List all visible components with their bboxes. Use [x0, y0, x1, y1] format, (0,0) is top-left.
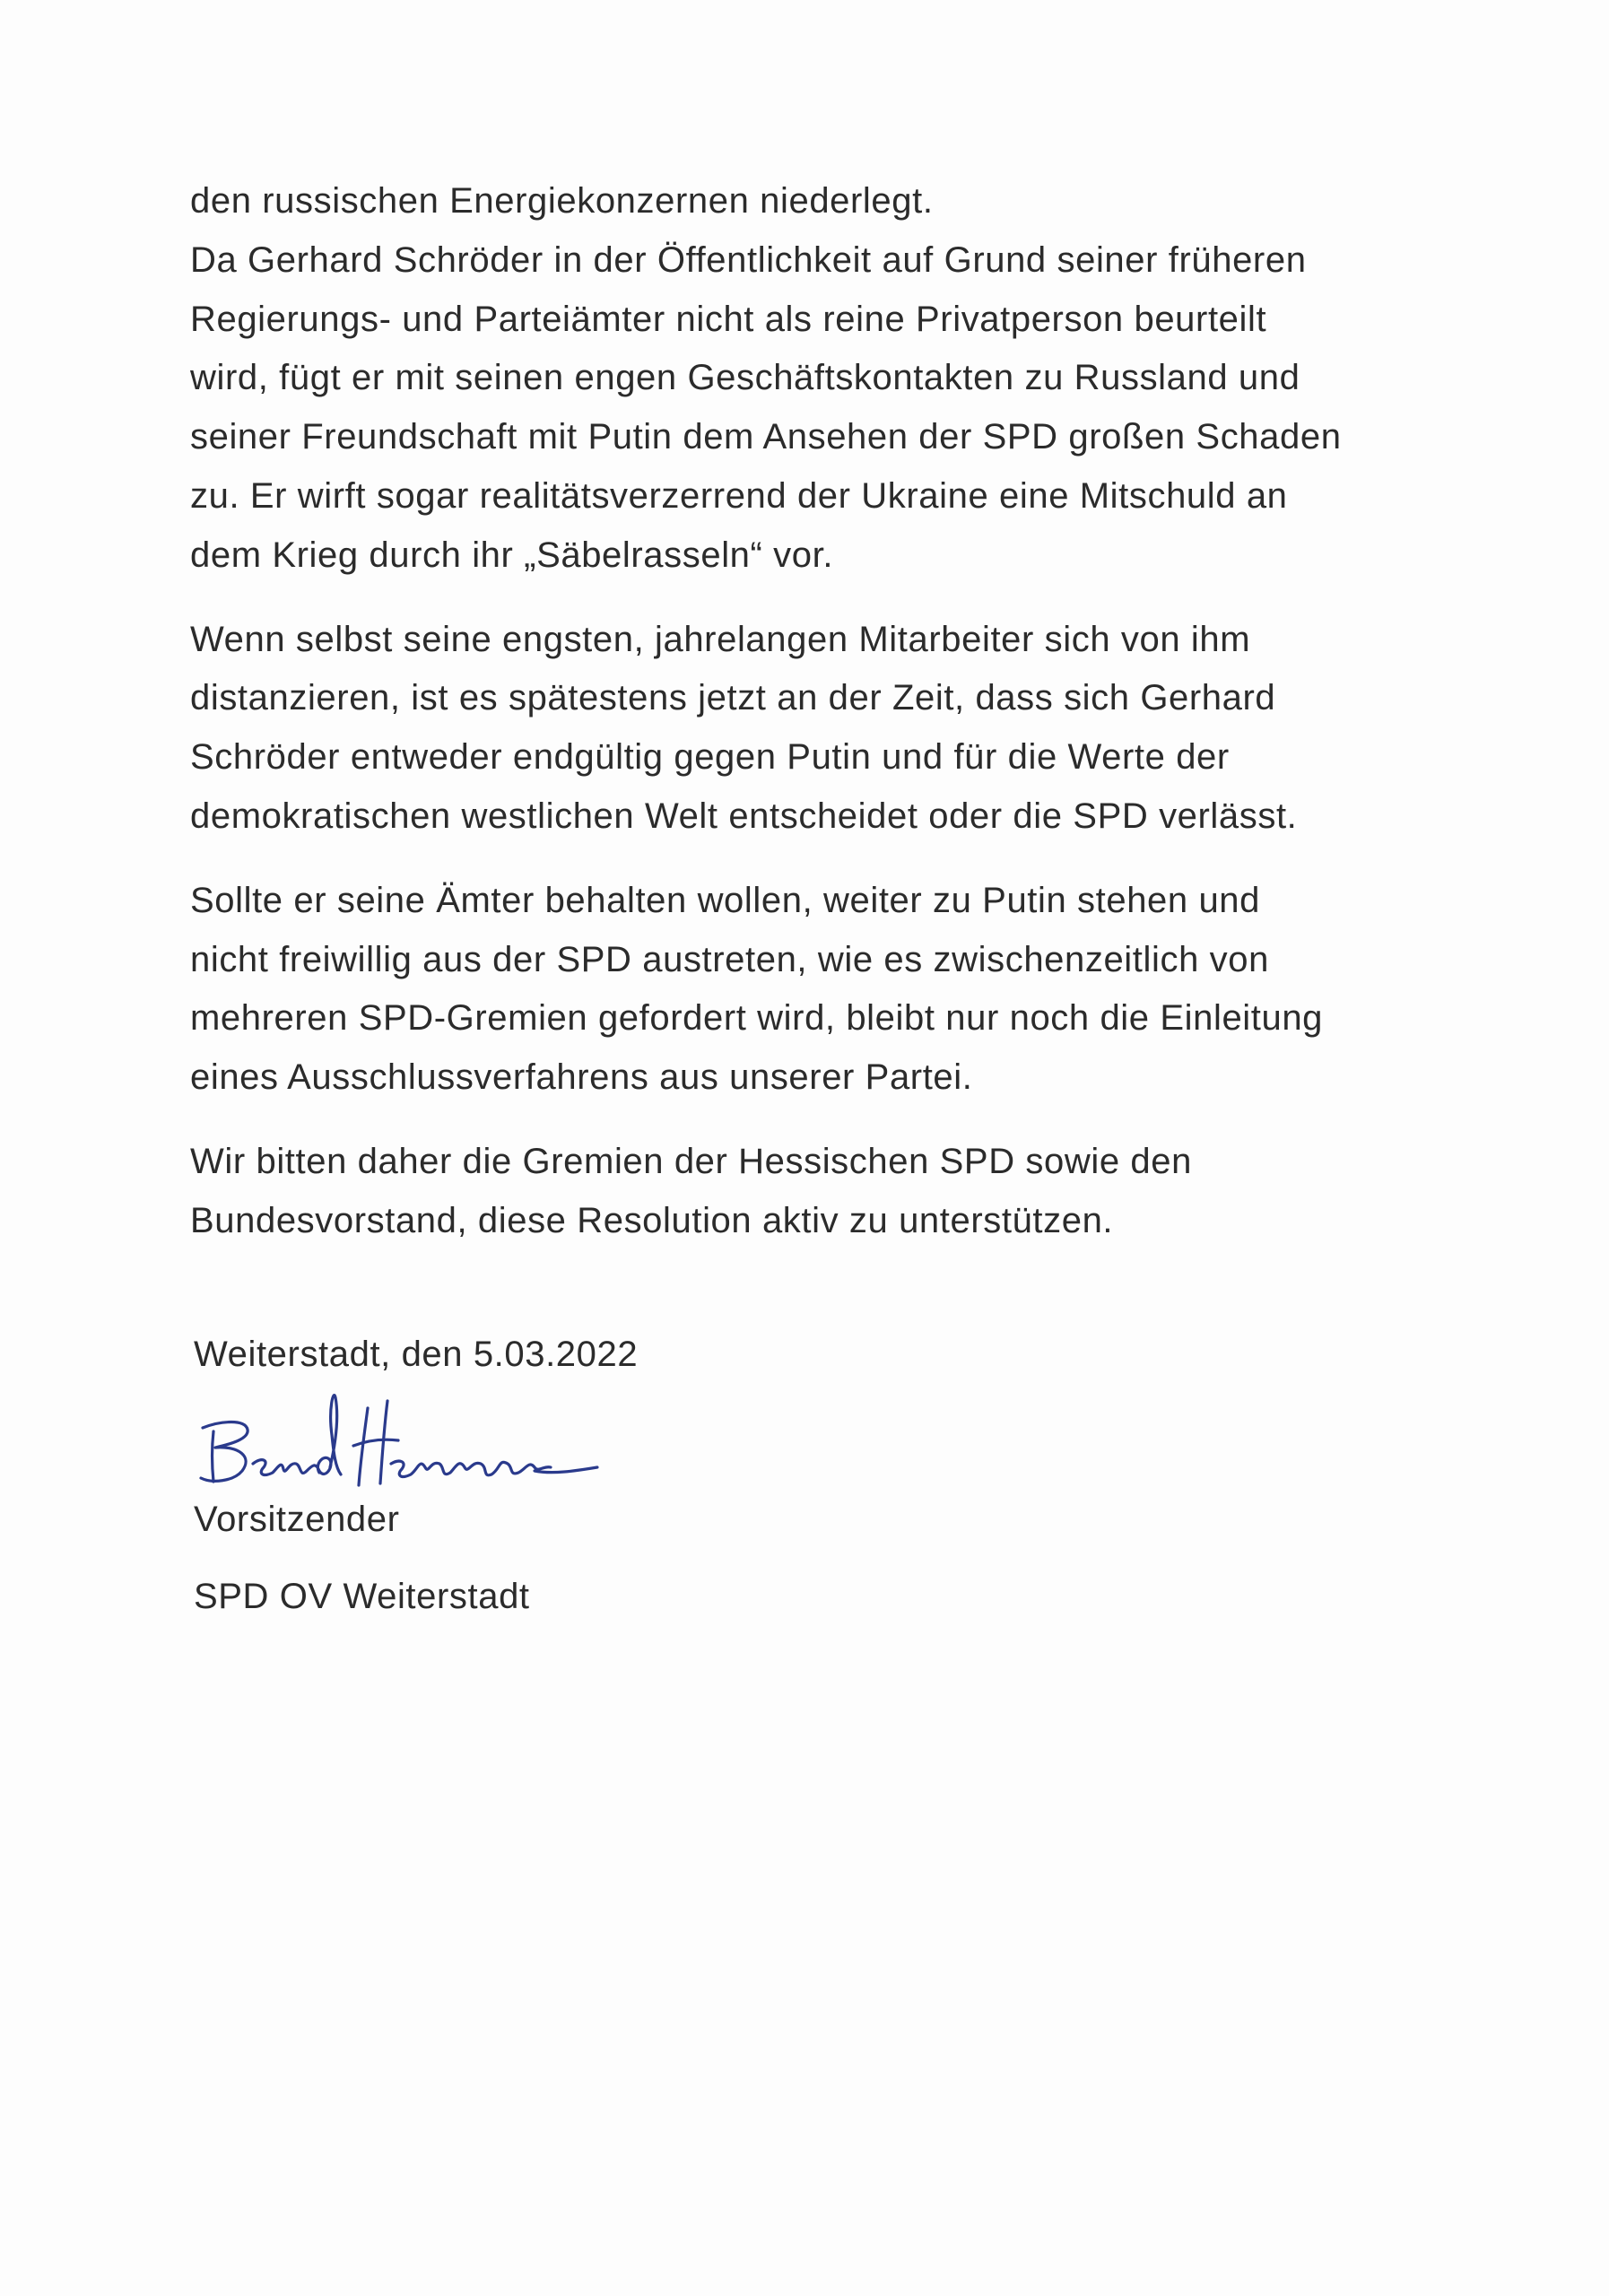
- text-line: zu. Er wirft sogar realitätsverzerrend der Ukraine eine Mitschuld an: [190, 475, 1288, 516]
- signer-role: Vorsitzender: [194, 1500, 400, 1539]
- paragraph-2: [190, 611, 1482, 847]
- paragraph-spacer: [190, 847, 1482, 872]
- text-line: wird, fügt er mit seinen engen Geschäftskontakten zu Russland und: [190, 358, 1300, 398]
- text-line: Regierungs- und Parteiämter nicht als reine Privatperson beurteilt: [190, 299, 1267, 339]
- letter-body: [190, 172, 1482, 1251]
- paragraph-spacer: [190, 586, 1482, 611]
- text-line: demokratischen westlichen Welt entscheidet oder die SPD verlässt.: [190, 796, 1298, 836]
- text-line: dem Krieg durch ihr „Säbelrasseln“ vor.: [190, 535, 834, 575]
- text-line: nicht freiwillig aus der SPD austreten, wie es zwischenzeitlich von: [190, 939, 1269, 979]
- text-line: eines Ausschlussverfahrens aus unserer Partei.: [190, 1057, 973, 1098]
- text-line: den russischen Energiekonzernen niederlegt.: [190, 181, 934, 221]
- text-line: Wir bitten daher die Gremien der Hessischen SPD sowie den: [190, 1141, 1192, 1181]
- paragraph-spacer: [190, 1108, 1482, 1133]
- paragraph-1: [190, 172, 1482, 586]
- text-line: Wenn selbst seine engsten, jahrelangen Mitarbeiter sich von ihm: [190, 619, 1251, 659]
- signer-organization: SPD OV Weiterstadt: [194, 1577, 530, 1616]
- text-line: distanzieren, ist es spätestens jetzt an der Zeit, dass sich Gerhard: [190, 678, 1276, 718]
- place-and-date: Weiterstadt, den 5.03.2022: [194, 1335, 639, 1374]
- text-line: Bundesvorstand, diese Resolution aktiv zu unterstützen.: [190, 1200, 1114, 1240]
- text-line: Schröder entweder endgültig gegen Putin und für die Werte der: [190, 737, 1230, 778]
- text-line: mehreren SPD-Gremien gefordert wird, bleibt nur noch die Einleitung: [190, 998, 1324, 1039]
- text-line: Sollte er seine Ämter behalten wollen, weiter zu Putin stehen und: [190, 880, 1261, 920]
- text-line: seiner Freundschaft mit Putin dem Ansehen der SPD großen Schaden: [190, 417, 1342, 457]
- text-line: Da Gerhard Schröder in der Öffentlichkeit auf Grund seiner früheren: [190, 239, 1307, 280]
- paragraph-3: [190, 872, 1482, 1108]
- paragraph-4: [190, 1133, 1482, 1251]
